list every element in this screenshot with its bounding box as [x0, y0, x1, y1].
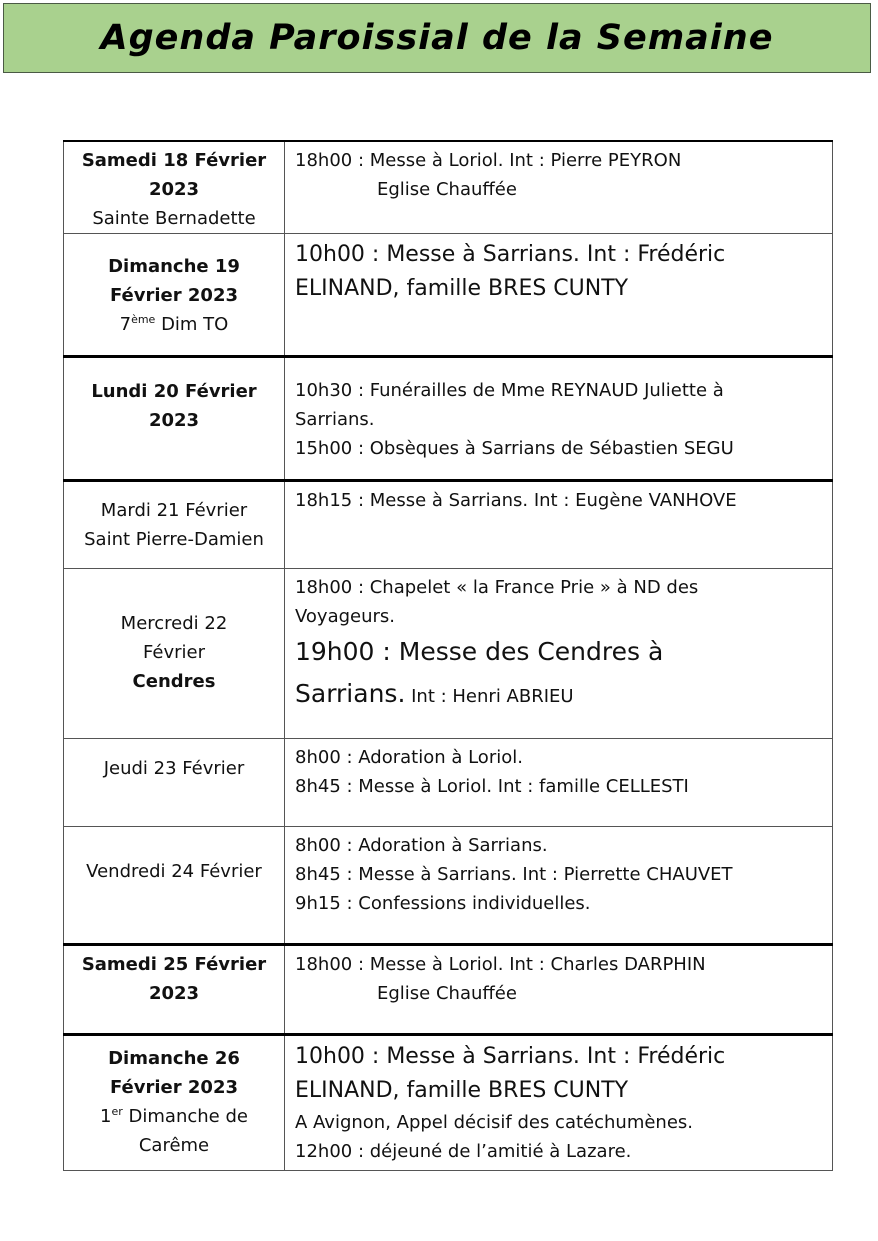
event-line-large: 19h00 : Messe des Cendres à — [295, 637, 664, 666]
events-cell — [285, 945, 833, 1035]
event-small-tail: Int : Henri ABRIEU — [405, 686, 574, 707]
events-cell — [285, 357, 833, 481]
day-year: 2023 — [148, 179, 200, 200]
event-line: 8h00 : Adoration à Loriol. — [295, 747, 523, 768]
event-line: 15h00 : Obsèques à Sarrians de Sébastien SEGU — [295, 438, 734, 459]
day-cell — [64, 827, 285, 945]
event-line: 8h45 : Messe à Loriol. Int : famille CELLESTI — [295, 776, 689, 797]
table-row — [64, 569, 833, 739]
day-label: Lundi 20 Février — [91, 381, 257, 402]
day-year: Février 2023 — [109, 285, 238, 306]
day-note: Saint Pierre-Damien — [84, 529, 264, 550]
day-note: Cendres — [132, 671, 216, 692]
day-label: Vendredi 24 Février — [86, 861, 262, 882]
event-line: 18h00 : Messe à Loriol. Int : Charles DARPHIN — [295, 954, 706, 975]
table-row — [64, 234, 833, 357]
day-cell — [64, 141, 285, 234]
event-line: 18h00 : Chapelet « la France Prie » à ND des — [295, 577, 699, 598]
event-line: Sarrians. — [295, 409, 375, 430]
day-note-suffix: ème — [131, 313, 156, 326]
day-month: Février — [143, 642, 205, 663]
event-line: Voyageurs. — [295, 606, 396, 627]
day-note: Sainte Bernadette — [92, 208, 256, 229]
day-note-rest: Dimanche de — [122, 1106, 248, 1127]
day-note-rest: Dim TO — [155, 314, 229, 335]
event-line: 8h45 : Messe à Sarrians. Int : Pierrette CHAUVET — [295, 864, 733, 885]
table-row — [64, 945, 833, 1035]
day-label: Mardi 21 Février — [100, 500, 248, 521]
events-cell — [285, 481, 833, 569]
day-label: Dimanche 19 — [108, 256, 240, 277]
event-line: 10h30 : Funérailles de Mme REYNAUD Juliette à — [295, 380, 724, 401]
agenda-table — [63, 140, 833, 1171]
day-note — [64, 310, 284, 339]
event-line-large — [295, 673, 826, 715]
day-label: Jeudi 23 Février — [103, 758, 245, 779]
event-large-text: Sarrians. — [295, 679, 406, 708]
events-cell — [285, 739, 833, 827]
day-cell — [64, 234, 285, 357]
title-banner — [3, 3, 871, 73]
event-line: 10h00 : Messe à Sarrians. Int : Frédéric — [295, 242, 726, 267]
event-line: 12h00 : déjeuné de l’amitié à Lazare. — [295, 1141, 632, 1162]
day-label: Mercredi 22 — [120, 613, 228, 634]
day-note — [64, 1102, 284, 1131]
day-note-suffix: er — [111, 1105, 123, 1118]
event-note: Eglise Chauffée — [377, 983, 517, 1004]
day-year: 2023 — [148, 983, 200, 1004]
day-cell — [64, 739, 285, 827]
table-row — [64, 481, 833, 569]
event-line: A Avignon, Appel décisif des catéchumènes. — [295, 1112, 694, 1133]
day-cell — [64, 569, 285, 739]
day-note-line2: Carême — [138, 1135, 210, 1156]
event-line: 18h15 : Messe à Sarrians. Int : Eugène VANHOVE — [295, 490, 737, 511]
event-line: 9h15 : Confessions individuelles. — [295, 893, 591, 914]
day-cell — [64, 357, 285, 481]
event-line: ELINAND, famille BRES CUNTY — [295, 1078, 629, 1103]
day-cell — [64, 945, 285, 1035]
day-label: Samedi 18 Février — [81, 150, 267, 171]
day-cell — [64, 481, 285, 569]
table-row — [64, 827, 833, 945]
event-line: ELINAND, famille BRES CUNTY — [295, 276, 629, 301]
page-title: Agenda Paroissial de la Semaine — [100, 18, 774, 58]
event-line: 8h00 : Adoration à Sarrians. — [295, 835, 548, 856]
day-cell — [64, 1035, 285, 1171]
day-note-number: 1 — [100, 1106, 112, 1127]
event-line: 10h00 : Messe à Sarrians. Int : Frédéric — [295, 1044, 726, 1069]
day-note-number: 7 — [119, 314, 132, 335]
events-cell — [285, 234, 833, 357]
event-line: 18h00 : Messe à Loriol. Int : Pierre PEYRON — [295, 150, 682, 171]
day-label: Samedi 25 Février — [81, 954, 267, 975]
table-row — [64, 739, 833, 827]
table-row — [64, 1035, 833, 1171]
day-year: 2023 — [148, 410, 200, 431]
day-label: Dimanche 26 — [108, 1048, 240, 1069]
events-cell — [285, 1035, 833, 1171]
events-cell — [285, 827, 833, 945]
events-cell — [285, 141, 833, 234]
events-cell — [285, 569, 833, 739]
table-row — [64, 141, 833, 234]
event-note: Eglise Chauffée — [377, 179, 517, 200]
table-row — [64, 357, 833, 481]
day-year: Février 2023 — [109, 1077, 238, 1098]
